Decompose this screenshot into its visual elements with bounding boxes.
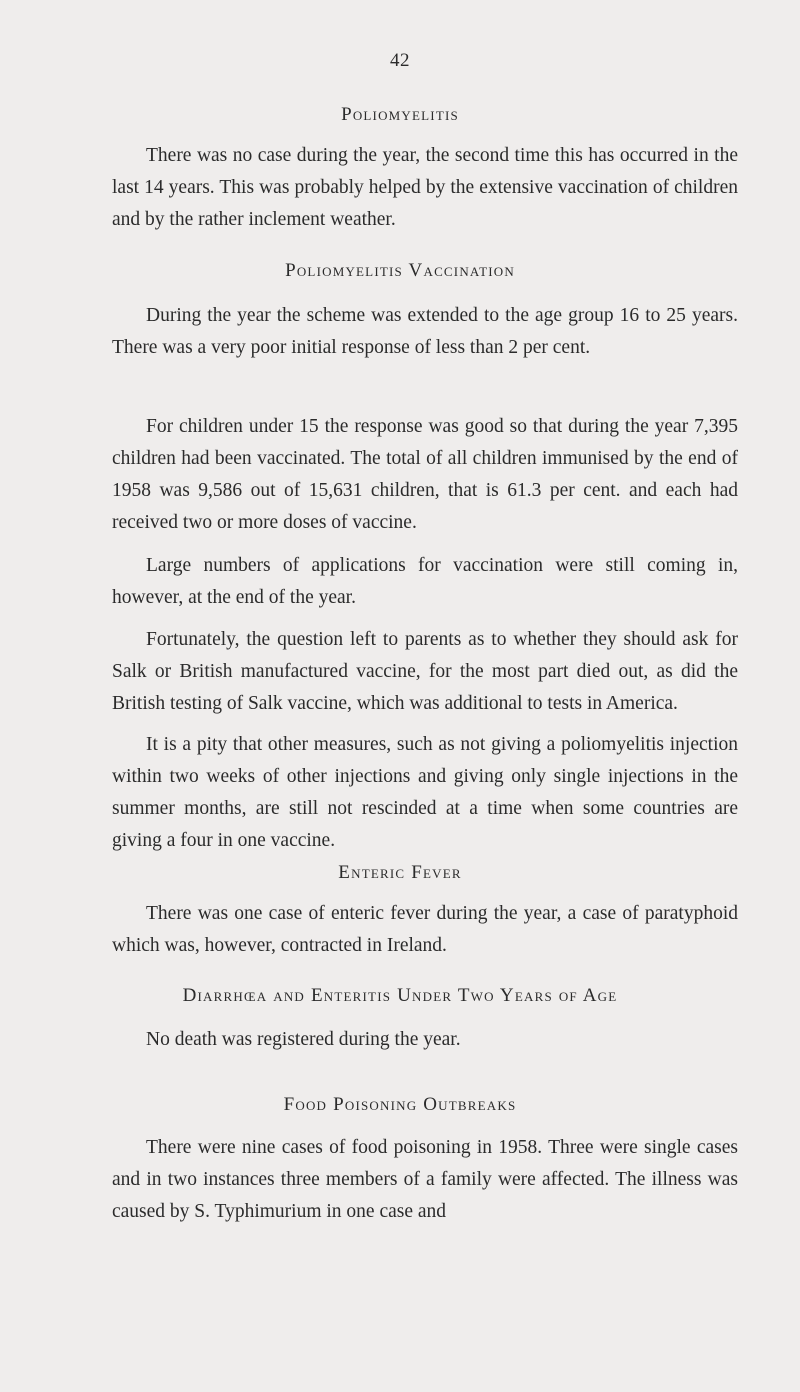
paragraph-vaccination-children: For children under 15 the response was good so that during the year 7,395 children had been vaccinated. The total of all children immunised by the end of 1958 was 9,586 out of 15,631 children, that is 61.3 per cent. and each had received two or more doses of vaccine. (112, 416, 738, 533)
paragraph-enteric-fever: There was one case of enteric fever during the year, a case of paratyphoid which was, however, contracted in Ireland. (112, 903, 738, 956)
section-heading-poliomyelitis: Poliomyelitis (341, 104, 459, 125)
page-number: 42 (390, 50, 410, 71)
paragraph-vaccination-measures: It is a pity that other measures, such as not giving a poliomyelitis injection within two weeks of other injections and giving only single injections in the summer months, are still not rescinded at a time when some countries are giving a four in one vaccine. (112, 734, 738, 851)
section-heading-food-poisoning: Food Poisoning Outbreaks (283, 1094, 517, 1115)
paragraph-diarrhoea-enteritis: No death was registered during the year. (146, 1029, 461, 1050)
paragraph-poliomyelitis: There was no case during the year, the second time this has occurred in the last 14 years. This was probably helped by the extensive vaccination of children and by the rather inclement weather. (112, 145, 738, 230)
section-heading-poliomyelitis-vaccination: Poliomyelitis Vaccination (285, 260, 515, 281)
paragraph-vaccination-salk: Fortunately, the question left to parents as to whether they should ask for Salk or British manufactured vaccine, for the most part died out, as did the British testing of Salk vaccine, which was additional to tests in America. (112, 629, 738, 714)
paragraph-food-poisoning: There were nine cases of food poisoning in 1958. Three were single cases and in two instances three members of a family were affected. The illness was caused by S. Typhimurium in one case and (112, 1137, 738, 1222)
section-heading-diarrhoea-enteritis: Diarrhœa and Enteritis Under Two Years of Age (182, 985, 618, 1006)
section-heading-enteric-fever: Enteric Fever (338, 862, 462, 883)
paragraph-vaccination-applications: Large numbers of applications for vaccination were still coming in, however, at the end of the year. (112, 555, 738, 608)
paragraph-vaccination-scheme: During the year the scheme was extended to the age group 16 to 25 years. There was a very poor initial response of less than 2 per cent. (112, 305, 738, 358)
